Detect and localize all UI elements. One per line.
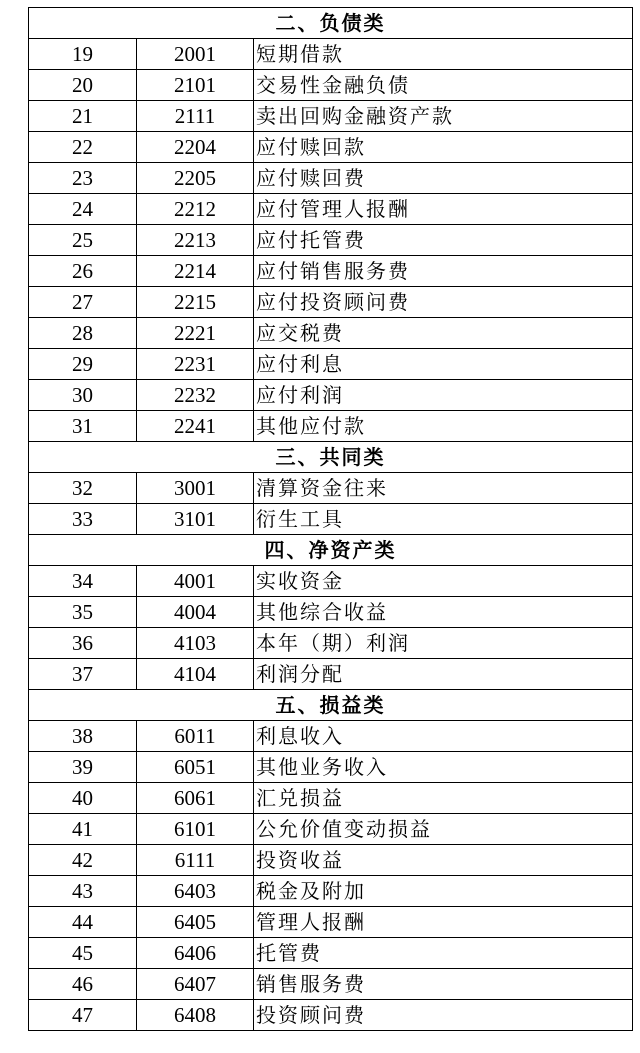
account-name-cell: 托管费 <box>254 938 633 969</box>
account-code-cell: 6403 <box>137 876 254 907</box>
account-code-cell: 2205 <box>137 163 254 194</box>
table-row <box>29 969 633 1000</box>
table-row <box>29 938 633 969</box>
account-code-cell: 3101 <box>137 504 254 535</box>
table-row <box>29 597 633 628</box>
account-name-cell: 利息收入 <box>254 721 633 752</box>
account-name-cell: 清算资金往来 <box>254 473 633 504</box>
row-number-cell: 40 <box>29 783 137 814</box>
account-name-cell: 投资收益 <box>254 845 633 876</box>
account-name-cell: 其他应付款 <box>254 411 633 442</box>
account-name-cell: 汇兑损益 <box>254 783 633 814</box>
account-code-cell: 6405 <box>137 907 254 938</box>
account-code-cell: 2215 <box>137 287 254 318</box>
account-code-cell: 6407 <box>137 969 254 1000</box>
account-code-cell: 6051 <box>137 752 254 783</box>
row-number-cell: 34 <box>29 566 137 597</box>
account-name-cell: 应付赎回款 <box>254 132 633 163</box>
row-number-cell: 36 <box>29 628 137 659</box>
account-code-cell: 4103 <box>137 628 254 659</box>
account-code-cell: 2001 <box>137 39 254 70</box>
section-header-row <box>29 690 633 721</box>
table-row <box>29 907 633 938</box>
row-number-cell: 26 <box>29 256 137 287</box>
account-code-cell: 4004 <box>137 597 254 628</box>
table-row <box>29 225 633 256</box>
account-code-cell: 6408 <box>137 1000 254 1031</box>
account-name-cell: 其他业务收入 <box>254 752 633 783</box>
table-row <box>29 814 633 845</box>
row-number-cell: 31 <box>29 411 137 442</box>
row-number-cell: 45 <box>29 938 137 969</box>
table-row <box>29 39 633 70</box>
row-number-cell: 39 <box>29 752 137 783</box>
table-row <box>29 473 633 504</box>
table-row <box>29 721 633 752</box>
account-name-cell: 其他综合收益 <box>254 597 633 628</box>
table-row <box>29 132 633 163</box>
account-name-cell: 销售服务费 <box>254 969 633 1000</box>
account-name-cell: 投资顾问费 <box>254 1000 633 1031</box>
section-title: 三、共同类 <box>29 442 633 473</box>
table-row <box>29 752 633 783</box>
section-title: 五、损益类 <box>29 690 633 721</box>
row-number-cell: 29 <box>29 349 137 380</box>
row-number-cell: 38 <box>29 721 137 752</box>
table-row <box>29 504 633 535</box>
section-header-row <box>29 8 633 39</box>
account-name-cell: 应付管理人报酬 <box>254 194 633 225</box>
account-name-cell: 管理人报酬 <box>254 907 633 938</box>
account-code-cell: 2111 <box>137 101 254 132</box>
row-number-cell: 24 <box>29 194 137 225</box>
account-code-cell: 2213 <box>137 225 254 256</box>
account-name-cell: 应付销售服务费 <box>254 256 633 287</box>
account-name-cell: 应付投资顾问费 <box>254 287 633 318</box>
table-row <box>29 783 633 814</box>
row-number-cell: 44 <box>29 907 137 938</box>
account-name-cell: 交易性金融负债 <box>254 70 633 101</box>
section-title: 二、负债类 <box>29 8 633 39</box>
table-row <box>29 70 633 101</box>
account-code-cell: 6406 <box>137 938 254 969</box>
row-number-cell: 27 <box>29 287 137 318</box>
account-code-cell: 2204 <box>137 132 254 163</box>
account-code-cell: 2221 <box>137 318 254 349</box>
section-header-row <box>29 535 633 566</box>
row-number-cell: 46 <box>29 969 137 1000</box>
table-row <box>29 876 633 907</box>
row-number-cell: 19 <box>29 39 137 70</box>
account-name-cell: 利润分配 <box>254 659 633 690</box>
section-title: 四、净资产类 <box>29 535 633 566</box>
account-code-cell: 2214 <box>137 256 254 287</box>
account-name-cell: 短期借款 <box>254 39 633 70</box>
account-name-cell: 实收资金 <box>254 566 633 597</box>
account-code-cell: 2231 <box>137 349 254 380</box>
table-row <box>29 411 633 442</box>
table-row <box>29 845 633 876</box>
account-code-cell: 2241 <box>137 411 254 442</box>
account-name-cell: 衍生工具 <box>254 504 633 535</box>
row-number-cell: 28 <box>29 318 137 349</box>
account-name-cell: 应付托管费 <box>254 225 633 256</box>
table-row <box>29 256 633 287</box>
row-number-cell: 23 <box>29 163 137 194</box>
account-name-cell: 税金及附加 <box>254 876 633 907</box>
account-code-cell: 3001 <box>137 473 254 504</box>
account-name-cell: 应付利润 <box>254 380 633 411</box>
table-row <box>29 318 633 349</box>
table-row <box>29 194 633 225</box>
table-row <box>29 628 633 659</box>
row-number-cell: 30 <box>29 380 137 411</box>
row-number-cell: 22 <box>29 132 137 163</box>
account-name-cell: 应付赎回费 <box>254 163 633 194</box>
account-code-cell: 6061 <box>137 783 254 814</box>
table-row <box>29 101 633 132</box>
row-number-cell: 47 <box>29 1000 137 1031</box>
table-row <box>29 380 633 411</box>
account-code-cell: 2232 <box>137 380 254 411</box>
account-code-cell: 6011 <box>137 721 254 752</box>
row-number-cell: 43 <box>29 876 137 907</box>
account-name-cell: 应付利息 <box>254 349 633 380</box>
account-name-cell: 卖出回购金融资产款 <box>254 101 633 132</box>
row-number-cell: 35 <box>29 597 137 628</box>
table-row <box>29 163 633 194</box>
accounts-table-body <box>29 8 633 1031</box>
account-code-cell: 6111 <box>137 845 254 876</box>
account-name-cell: 应交税费 <box>254 318 633 349</box>
row-number-cell: 25 <box>29 225 137 256</box>
table-row <box>29 287 633 318</box>
table-row <box>29 1000 633 1031</box>
account-name-cell: 公允价值变动损益 <box>254 814 633 845</box>
account-code-cell: 2101 <box>137 70 254 101</box>
row-number-cell: 42 <box>29 845 137 876</box>
account-name-cell: 本年（期）利润 <box>254 628 633 659</box>
table-row <box>29 566 633 597</box>
row-number-cell: 41 <box>29 814 137 845</box>
section-header-row <box>29 442 633 473</box>
account-code-cell: 4104 <box>137 659 254 690</box>
row-number-cell: 21 <box>29 101 137 132</box>
accounts-table <box>28 7 633 1031</box>
account-code-cell: 4001 <box>137 566 254 597</box>
table-row <box>29 659 633 690</box>
table-row <box>29 349 633 380</box>
row-number-cell: 37 <box>29 659 137 690</box>
row-number-cell: 20 <box>29 70 137 101</box>
account-code-cell: 6101 <box>137 814 254 845</box>
account-code-cell: 2212 <box>137 194 254 225</box>
row-number-cell: 33 <box>29 504 137 535</box>
row-number-cell: 32 <box>29 473 137 504</box>
